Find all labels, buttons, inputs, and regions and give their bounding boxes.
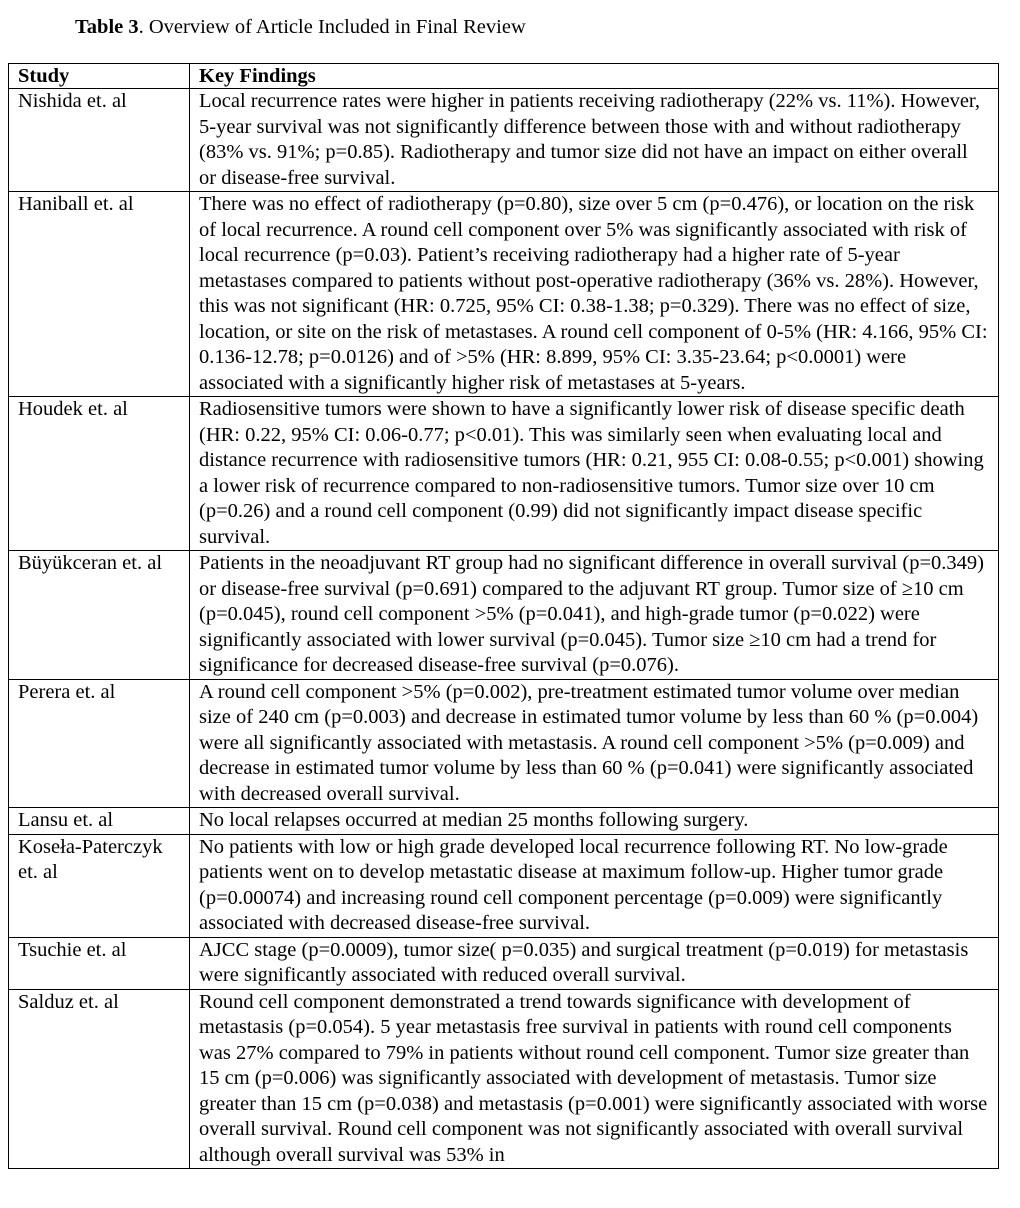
table-row <box>9 89 999 192</box>
findings-cell: A round cell component >5% (p=0.002), pre-treatment estimated tumor volume over median size of 240 cm (p=0.003) and decrease in estimated tumor volume by less than 60 % (p=0.004) were all significantly associated with metastasis. A round cell component >5% (p=0.009) and decrease in estimated tumor volume by less than 60 % (p=0.041) were significantly associated with decreased overall survival. <box>190 679 999 808</box>
table-row <box>9 551 999 680</box>
table-caption-text: . Overview of Article Included in Final Review <box>138 16 526 38</box>
column-header-study: Study <box>9 64 190 89</box>
findings-cell: No local relapses occurred at median 25 months following surgery. <box>190 808 999 835</box>
table-row <box>9 834 999 937</box>
review-table <box>8 63 999 1169</box>
table-caption-label: Table 3 <box>75 16 139 38</box>
study-cell: Lansu et. al <box>9 808 190 835</box>
table-row <box>9 679 999 808</box>
study-cell: Haniball et. al <box>9 192 190 397</box>
table-row <box>9 192 999 397</box>
study-cell: Nishida et. al <box>9 89 190 192</box>
table-row <box>9 989 999 1169</box>
findings-cell: There was no effect of radiotherapy (p=0.80), size over 5 cm (p=0.476), or location on the risk of local recurrence. A round cell component over 5% was significantly associated with risk of local recurrence (p=0.03). Patient’s receiving radiotherapy had a higher rate of 5-year metastases compared to patients without post-operative radiotherapy (36% vs. 28%). However, this was not significant (HR: 0.725, 95% CI: 0.38-1.38; p=0.329). There was no effect of size, location, or site on the risk of metastases. A round cell component of 0-5% (HR: 4.166, 95% CI: 0.136-12.78; p=0.0126) and of >5% (HR: 8.899, 95% CI: 3.35-23.64; p<0.0001) were associated with a significantly higher risk of metastases at 5-years. <box>190 192 999 397</box>
findings-cell: No patients with low or high grade developed local recurrence following RT. No low-grade patients went on to develop metastatic disease at maximum follow-up. Higher tumor grade (p=0.00074) and increasing round cell component percentage (p=0.009) were significantly associated with decreased disease-free survival. <box>190 834 999 937</box>
table-caption <box>75 14 526 40</box>
study-cell: Salduz et. al <box>9 989 190 1169</box>
study-cell: Koseła-Paterczyk et. al <box>9 834 190 937</box>
table-row <box>9 808 999 835</box>
table-row <box>9 397 999 551</box>
column-header-key-findings: Key Findings <box>190 64 999 89</box>
findings-cell: Local recurrence rates were higher in patients receiving radiotherapy (22% vs. 11%). However, 5-year survival was not significantly difference between those with and without radiotherapy (83% vs. 91%; p=0.85). Radiotherapy and tumor size did not have an impact on either overall or disease-free survival. <box>190 89 999 192</box>
study-cell: Houdek et. al <box>9 397 190 551</box>
study-cell: Tsuchie et. al <box>9 937 190 989</box>
findings-cell: Round cell component demonstrated a trend towards significance with development of metastasis (p=0.054). 5 year metastasis free survival in patients with round cell components was 27% compared to 79% in patients without round cell component. Tumor size greater than 15 cm (p=0.006) was significantly associated with development of metastasis. Tumor size greater than 15 cm (p=0.038) and metastasis (p=0.001) were significantly associated with worse overall survival. Round cell component was not significantly associated with overall survival although overall survival was 53% in <box>190 989 999 1169</box>
study-cell: Büyükceran et. al <box>9 551 190 680</box>
table-row <box>9 937 999 989</box>
study-cell: Perera et. al <box>9 679 190 808</box>
findings-cell: AJCC stage (p=0.0009), tumor size( p=0.035) and surgical treatment (p=0.019) for metastasis were significantly associated with reduced overall survival. <box>190 937 999 989</box>
findings-cell: Radiosensitive tumors were shown to have a significantly lower risk of disease specific death (HR: 0.22, 95% CI: 0.06-0.77; p<0.01). This was similarly seen when evaluating local and distance recurrence with radiosensitive tumors (HR: 0.21, 955 CI: 0.08-0.55; p<0.001) showing a lower risk of recurrence compared to non-radiosensitive tumors. Tumor size over 10 cm (p=0.26) and a round cell component (0.99) did not significantly impact disease specific survival. <box>190 397 999 551</box>
findings-cell: Patients in the neoadjuvant RT group had no significant difference in overall survival (p=0.349) or disease-free survival (p=0.691) compared to the adjuvant RT group. Tumor size of ≥10 cm (p=0.045), round cell component >5% (p=0.041), and high-grade tumor (p=0.022) were significantly associated with lower survival (p=0.045). Tumor size ≥10 cm had a trend for significance for decreased disease-free survival (p=0.076). <box>190 551 999 680</box>
table-header-row <box>9 64 999 89</box>
